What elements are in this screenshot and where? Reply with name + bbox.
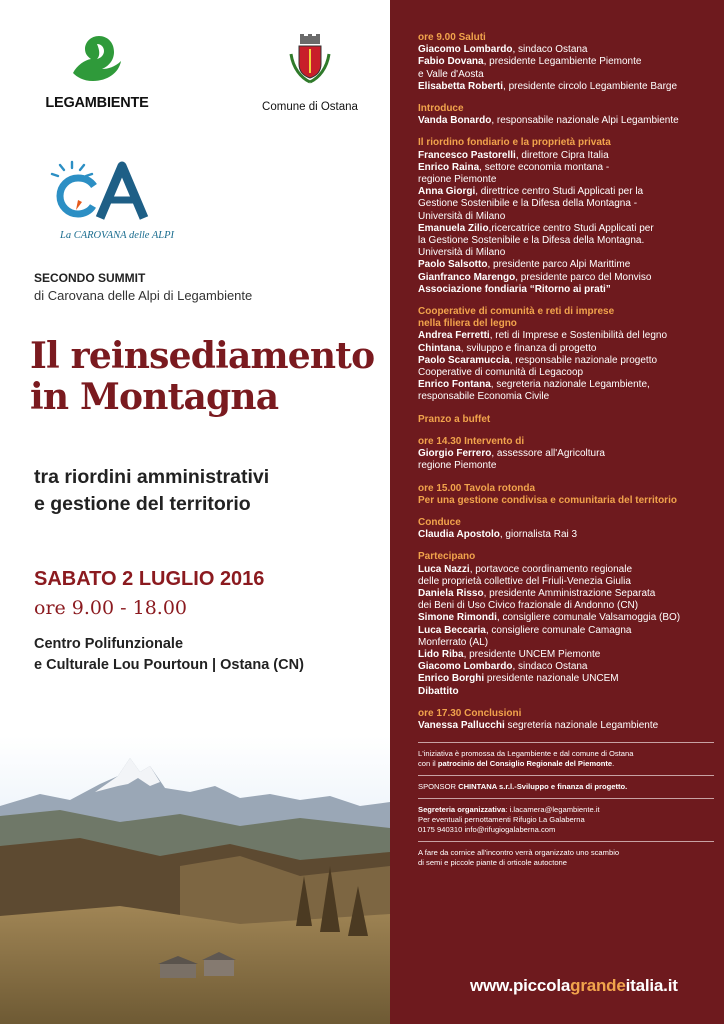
promo-line2 [418, 759, 714, 769]
carovana-mark-icon [50, 160, 160, 230]
speaker-role: , consigliere comunale Valsamoggia (BO) [496, 612, 681, 624]
speaker-role: , sindaco Ostana [512, 44, 588, 56]
speaker-line [418, 588, 714, 600]
divider [418, 742, 714, 743]
speaker-name: Vanessa Pallucchi [418, 719, 505, 731]
speaker-line [418, 186, 714, 198]
speaker-role: dei Beni di Uso Civico frazionale di Andonno (CN) [418, 600, 639, 612]
speaker-role: ,ricercatrice centro Studi Applicati per [488, 222, 654, 234]
program-section [418, 551, 714, 697]
speaker-line [418, 600, 714, 612]
speaker-role: , settore economia montana - [479, 161, 610, 173]
carovana-wordmark: La CAROVANA delle ALPI [60, 230, 175, 241]
main-title-line2: in Montagna [30, 376, 279, 418]
section-heading: Introduce [418, 103, 464, 115]
speaker-name: Elisabetta Roberti [418, 80, 504, 92]
speaker-role: Gestione Sostenibile e la Difesa della Montagna - [418, 198, 638, 210]
speaker-role: , sviluppo e finanza di progetto [460, 342, 597, 354]
speaker-line [418, 174, 714, 186]
note-line2: di semi e piccole piante di orticole autoctone [418, 858, 568, 868]
summit-subtitle: di Carovana delle Alpi di Legambiente [34, 288, 253, 303]
speaker-line [418, 649, 714, 661]
speaker-name: Anna Giorgi [418, 186, 476, 198]
secretariat-line [418, 805, 714, 815]
comune-wordmark: Comune di Ostana [262, 101, 358, 113]
speaker-line [418, 379, 714, 391]
speaker-role: , direttore Cipra Italia [515, 149, 609, 161]
program-section [418, 708, 714, 732]
speaker-line [418, 367, 714, 379]
speaker-line [418, 625, 714, 637]
divider [418, 775, 714, 776]
speaker-name: Enrico Borghi [418, 673, 485, 685]
speaker-line [418, 448, 714, 460]
promo-post: . [612, 759, 615, 769]
speaker-name: Giacomo Lombardo [418, 44, 513, 56]
swan-icon [69, 32, 125, 86]
divider [418, 841, 714, 842]
speaker-role: , consigliere comunale Camagna [485, 624, 632, 636]
carovana-logo [50, 160, 175, 260]
speaker-line [418, 247, 714, 259]
section-heading: Conduce [418, 516, 461, 528]
speaker-name: Paolo Scaramuccia [418, 354, 510, 366]
divider [418, 798, 714, 799]
speaker-line [418, 661, 714, 673]
event-date: SABATO 2 LUGLIO 2016 [34, 568, 265, 590]
speaker-line [418, 162, 714, 174]
coat-of-arms-icon [285, 34, 335, 90]
speaker-role: presidente nazionale UNCEM [484, 673, 619, 685]
speaker-name: Luca Nazzi [418, 563, 470, 575]
speaker-line [418, 44, 714, 56]
speaker-role: , sindaco Ostana [512, 661, 588, 673]
note-line1: A fare da cornice all'incontro verrà organizzato uno scambio [418, 848, 620, 858]
speaker-name: Francesco Pastorelli [418, 149, 516, 161]
footer-info [418, 742, 714, 868]
speaker-name: Giacomo Lombardo [418, 661, 513, 673]
mountain-landscape-image [0, 736, 390, 1024]
speaker-name: Chintana [418, 342, 461, 354]
sponsor-line [418, 782, 714, 792]
speaker-line [418, 69, 714, 81]
speaker-line [418, 81, 714, 93]
url-part-b: grande [570, 976, 626, 995]
program-section [418, 483, 714, 507]
speaker-role: e Valle d'Aosta [418, 68, 484, 80]
speaker-line [418, 460, 714, 472]
speaker-role: , responsabile nazionale progetto [509, 354, 658, 366]
speaker-role: , portavoce coordinamento regionale [469, 563, 633, 575]
speaker-name: Daniela Risso [418, 587, 484, 599]
sponsor-bold: CHINTANA s.r.l.-Sviluppo e finanza di progetto. [458, 782, 628, 792]
main-title [30, 336, 374, 418]
speaker-line [418, 720, 714, 732]
speaker-line [418, 211, 714, 223]
program-section [418, 137, 714, 296]
program-section [418, 306, 714, 404]
speaker-line [418, 198, 714, 210]
speaker-name: Fabio Dovana [418, 56, 484, 68]
speaker-name: Luca Beccaria [418, 624, 486, 636]
speaker-name: Paolo Salsotto [418, 259, 488, 271]
program-section [418, 436, 714, 473]
speaker-line [418, 284, 714, 296]
secretariat-label: Segreteria organizzativa [418, 805, 506, 815]
speaker-line [418, 564, 714, 576]
lodging-contact: 0175 940310 info@rifugiogalaberna.com [418, 825, 556, 835]
venue-line2: e Culturale Lou Pourtoun | Ostana (CN) [34, 657, 304, 673]
program-section [418, 414, 714, 426]
speaker-role: regione Piemonte [418, 174, 497, 186]
legambiente-logo [32, 32, 162, 111]
speaker-role: , segreteria nazionale Legambiente, [490, 379, 650, 391]
speaker-name: Vanda Bonardo [418, 115, 492, 127]
speaker-role: , direttrice centro Studi Applicati per la [475, 186, 644, 198]
section-heading: ore 9.00 Saluti [418, 32, 486, 43]
main-title-line1: Il reinsediamento [30, 335, 375, 377]
speaker-line [418, 355, 714, 367]
program-section [418, 32, 714, 93]
speaker-line [418, 330, 714, 342]
section-heading: Partecipano [418, 551, 476, 563]
speaker-role: regione Piemonte [418, 460, 497, 472]
speaker-role: responsabile Economia Civile [418, 391, 550, 403]
venue-line1: Centro Polifunzionale [34, 636, 184, 652]
speaker-role: , reti di Imprese e Sostenibilità del legno [489, 330, 668, 342]
comune-logo [258, 34, 362, 113]
speaker-line [418, 56, 714, 68]
summit-title: SECONDO SUMMIT [34, 271, 146, 285]
subtitle-line2: e gestione del territorio [34, 493, 251, 515]
lodging-line: Per eventuali pernottamenti Rifugio La Galaberna [418, 815, 585, 825]
speaker-name: Enrico Raina [418, 161, 480, 173]
speaker-name: Claudia Apostolo [418, 529, 500, 541]
speaker-role: la Gestione Sostenibile e la Difesa della Montagna. [418, 235, 645, 247]
speaker-role: Cooperative di comunità di Legacoop [418, 367, 584, 379]
section-heading: ore 17.30 Conclusioni [418, 707, 522, 719]
program-panel [390, 0, 724, 1024]
section-heading: Cooperative di comunità e reti di imprese [418, 306, 615, 318]
speaker-line [418, 612, 714, 624]
speaker-role: , giornalista Rai 3 [499, 529, 578, 541]
promo-line1: L'iniziativa è promossa da Legambiente e dal comune di Ostana [418, 749, 634, 759]
speaker-role: Università di Milano [418, 210, 506, 222]
speaker-line [418, 272, 714, 284]
website-url[interactable] [470, 976, 678, 996]
speaker-line [418, 343, 714, 355]
speaker-role: Monferrato (AL) [418, 636, 489, 648]
section-heading: ore 15.00 Tavola rotonda [418, 482, 536, 494]
speaker-line [418, 637, 714, 649]
speaker-line [418, 529, 714, 541]
speaker-role: segreteria nazionale Legambiente [504, 719, 659, 731]
speaker-line [418, 391, 714, 403]
section-heading-cont: Per una gestione condivisa e comunitaria del territorio [418, 494, 677, 506]
speaker-name: Giorgio Ferrero [418, 448, 492, 460]
speaker-name: Andrea Ferretti [418, 330, 490, 342]
program-section [418, 103, 714, 127]
subtitle-line1: tra riordini amministrativi [34, 466, 270, 488]
speaker-line [418, 223, 714, 235]
speaker-role: , presidente Legambiente Piemonte [483, 56, 642, 68]
section-heading: Il riordino fondiario e la proprietà privata [418, 137, 611, 149]
speaker-line [418, 576, 714, 588]
speaker-role: , presidente circolo Legambiente Barge [503, 80, 678, 92]
promo-pre: con il [418, 759, 438, 769]
promo-bold: patrocinio del Consiglio Regionale del Piemonte [437, 759, 613, 769]
speaker-role: , assessore all'Agricoltura [491, 448, 605, 460]
speaker-role: , presidente parco del Monviso [515, 271, 652, 283]
speaker-role: , presidente Amministrazione Separata [483, 587, 656, 599]
speaker-role: Università di Milano [418, 247, 506, 259]
program-section [418, 517, 714, 541]
event-venue [34, 634, 304, 676]
speaker-role: , presidente UNCEM Piemonte [463, 648, 601, 660]
speaker-name: Associazione fondiaria “Ritorno ai prati” [418, 283, 611, 295]
section-heading: ore 14.30 Intervento di [418, 435, 525, 447]
speaker-line [418, 150, 714, 162]
speaker-name: Simone Rimondi [418, 612, 497, 624]
speaker-role: delle proprietà collettive del Friuli-Venezia Giulia [418, 575, 631, 587]
section-heading-cont: nella filiera del legno [418, 318, 517, 330]
speaker-name: Gianfranco Marengo [418, 271, 516, 283]
section-heading: Pranzo a buffet [418, 413, 491, 425]
speaker-line [418, 115, 714, 127]
speaker-line [418, 673, 714, 685]
program-list [418, 32, 714, 868]
secretariat-email: : i.lacamera@legambiente.it [505, 805, 600, 815]
sponsor-pre: SPONSOR [418, 782, 459, 792]
speaker-line [418, 235, 714, 247]
url-part-c: italia.it [625, 976, 678, 995]
speaker-name: Emanuela Zilio [418, 222, 489, 234]
speaker-name: Enrico Fontana [418, 379, 491, 391]
event-hours: ore 9.00 - 18.00 [34, 597, 188, 619]
speaker-role: , responsabile nazionale Alpi Legambiente [491, 115, 679, 127]
speaker-line [418, 686, 714, 698]
url-part-a: www.piccola [470, 976, 571, 995]
legambiente-wordmark: LEGAMBIENTE [45, 95, 149, 111]
speaker-name: Dibattito [418, 685, 459, 697]
speaker-line [418, 259, 714, 271]
speaker-role: , presidente parco Alpi Marittime [487, 259, 631, 271]
speaker-name: Lido Riba [418, 648, 464, 660]
subtitle [34, 464, 269, 518]
